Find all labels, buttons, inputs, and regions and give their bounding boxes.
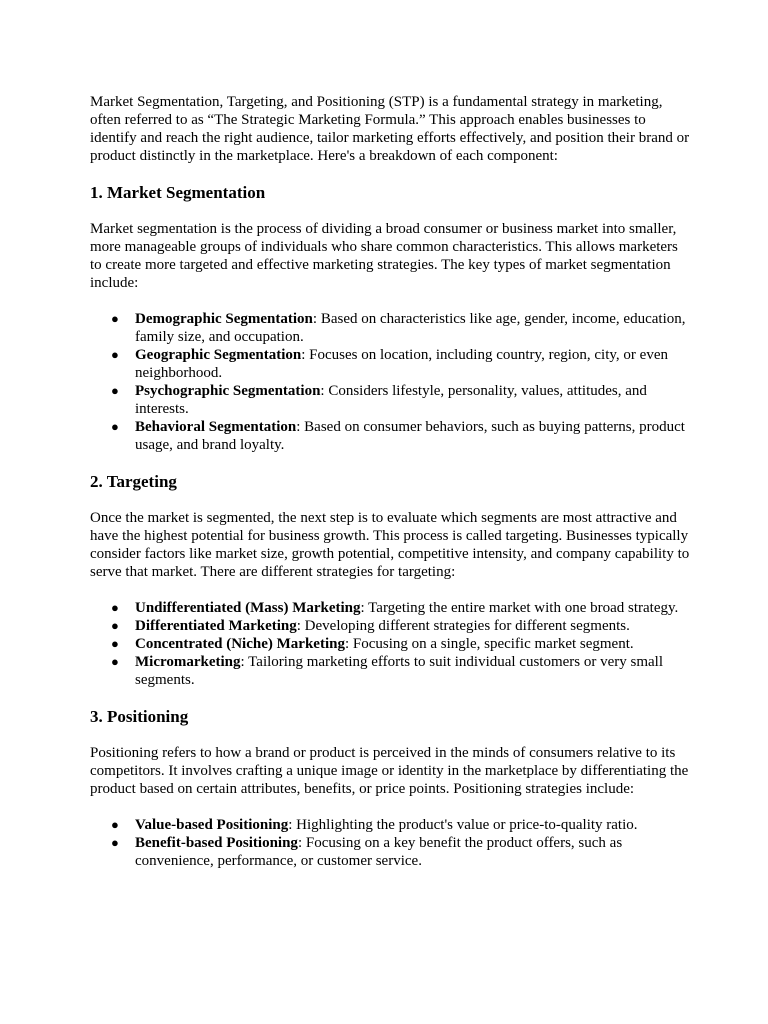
list-item bbox=[111, 653, 690, 689]
list-item-desc: : Focuses on location, including country, region, city, or even neighborhood. bbox=[135, 347, 668, 381]
bullet-icon: ● bbox=[111, 817, 119, 832]
list-item-desc: : Based on characteristics like age, gender, income, education, family size, and occupation. bbox=[135, 311, 686, 345]
section-paragraph: Market segmentation is the process of dividing a broad consumer or business market into smaller, more manageable groups of individuals who share common characteristics. This allows marketers to create more targeted and effective marketing strategies. The key types of market segmentation include: bbox=[90, 221, 678, 291]
bullet-icon: ● bbox=[111, 383, 119, 398]
list-item-term: Psychographic Segmentation bbox=[135, 383, 321, 399]
list-item-term: Behavioral Segmentation bbox=[135, 419, 297, 435]
list-item bbox=[111, 635, 690, 653]
list-item-term: Concentrated (Niche) Marketing bbox=[135, 636, 345, 652]
bullet-icon: ● bbox=[111, 311, 119, 326]
list-item bbox=[111, 599, 690, 617]
section-heading: 2. Targeting bbox=[90, 472, 177, 491]
list-item bbox=[111, 346, 690, 382]
document-page bbox=[90, 93, 690, 888]
list-item-term: Undifferentiated (Mass) Marketing bbox=[135, 600, 361, 616]
list-item-term: Differentiated Marketing bbox=[135, 618, 297, 634]
list-item-term: Demographic Segmentation bbox=[135, 311, 313, 327]
intro-paragraph: Market Segmentation, Targeting, and Positioning (STP) is a fundamental strategy in marketing, often referred to as “The Strategic Marketing Formula.” This approach enables businesses to identify and reach the right audience, tailor marketing efforts effectively, and position their brand or product distinctly in the marketplace. Here's a breakdown of each component: bbox=[90, 94, 690, 164]
list-item-desc: : Considers lifestyle, personality, values, attitudes, and interests. bbox=[135, 383, 647, 417]
list-item bbox=[111, 418, 690, 454]
list-item-term: Geographic Segmentation bbox=[135, 347, 302, 363]
bullet-icon: ● bbox=[111, 419, 119, 434]
list-item-term: Micromarketing bbox=[135, 654, 241, 670]
bullet-icon: ● bbox=[111, 835, 119, 850]
section-heading: 3. Positioning bbox=[90, 707, 189, 726]
list-item bbox=[111, 382, 690, 418]
list-item-term: Benefit-based Positioning bbox=[135, 835, 298, 851]
bullet-list bbox=[90, 310, 690, 454]
list-item-desc: : Focusing on a single, specific market segment. bbox=[344, 636, 634, 652]
list-item bbox=[111, 310, 690, 346]
bullet-list bbox=[90, 816, 690, 870]
section-paragraph: Once the market is segmented, the next step is to evaluate which segments are most attractive and have the highest potential for business growth. This process is called targeting. Businesses typically consider factors like market size, growth potential, competitive intensity, and company capability to serve that market. There are different strategies for targeting: bbox=[90, 510, 690, 580]
list-item-desc: : Targeting the entire market with one broad strategy. bbox=[360, 600, 679, 616]
list-item bbox=[111, 617, 690, 635]
bullet-icon: ● bbox=[111, 600, 119, 615]
list-item-desc: : Based on consumer behaviors, such as buying patterns, product usage, and brand loyalty. bbox=[135, 419, 685, 453]
list-item-desc: : Highlighting the product's value or price-to-quality ratio. bbox=[288, 817, 638, 833]
bullet-list bbox=[90, 599, 690, 689]
bullet-icon: ● bbox=[111, 636, 119, 651]
list-item-desc: : Focusing on a key benefit the product offers, such as convenience, performance, or customer service. bbox=[135, 835, 623, 869]
list-item bbox=[111, 834, 690, 870]
bullet-icon: ● bbox=[111, 654, 119, 669]
list-item bbox=[111, 816, 690, 834]
list-item-desc: : Tailoring marketing efforts to suit individual customers or very small segments. bbox=[135, 654, 664, 688]
section-heading: 1. Market Segmentation bbox=[90, 183, 266, 202]
list-item-desc: : Developing different strategies for different segments. bbox=[296, 618, 630, 634]
list-item-term: Value-based Positioning bbox=[135, 817, 289, 833]
bullet-icon: ● bbox=[111, 618, 119, 633]
bullet-icon: ● bbox=[111, 347, 119, 362]
section-paragraph: Positioning refers to how a brand or product is perceived in the minds of consumers relative to its competitors. It involves crafting a unique image or identity in the marketplace by differentiating the product based on certain attributes, benefits, or price points. Positioning strategies include: bbox=[90, 745, 689, 797]
